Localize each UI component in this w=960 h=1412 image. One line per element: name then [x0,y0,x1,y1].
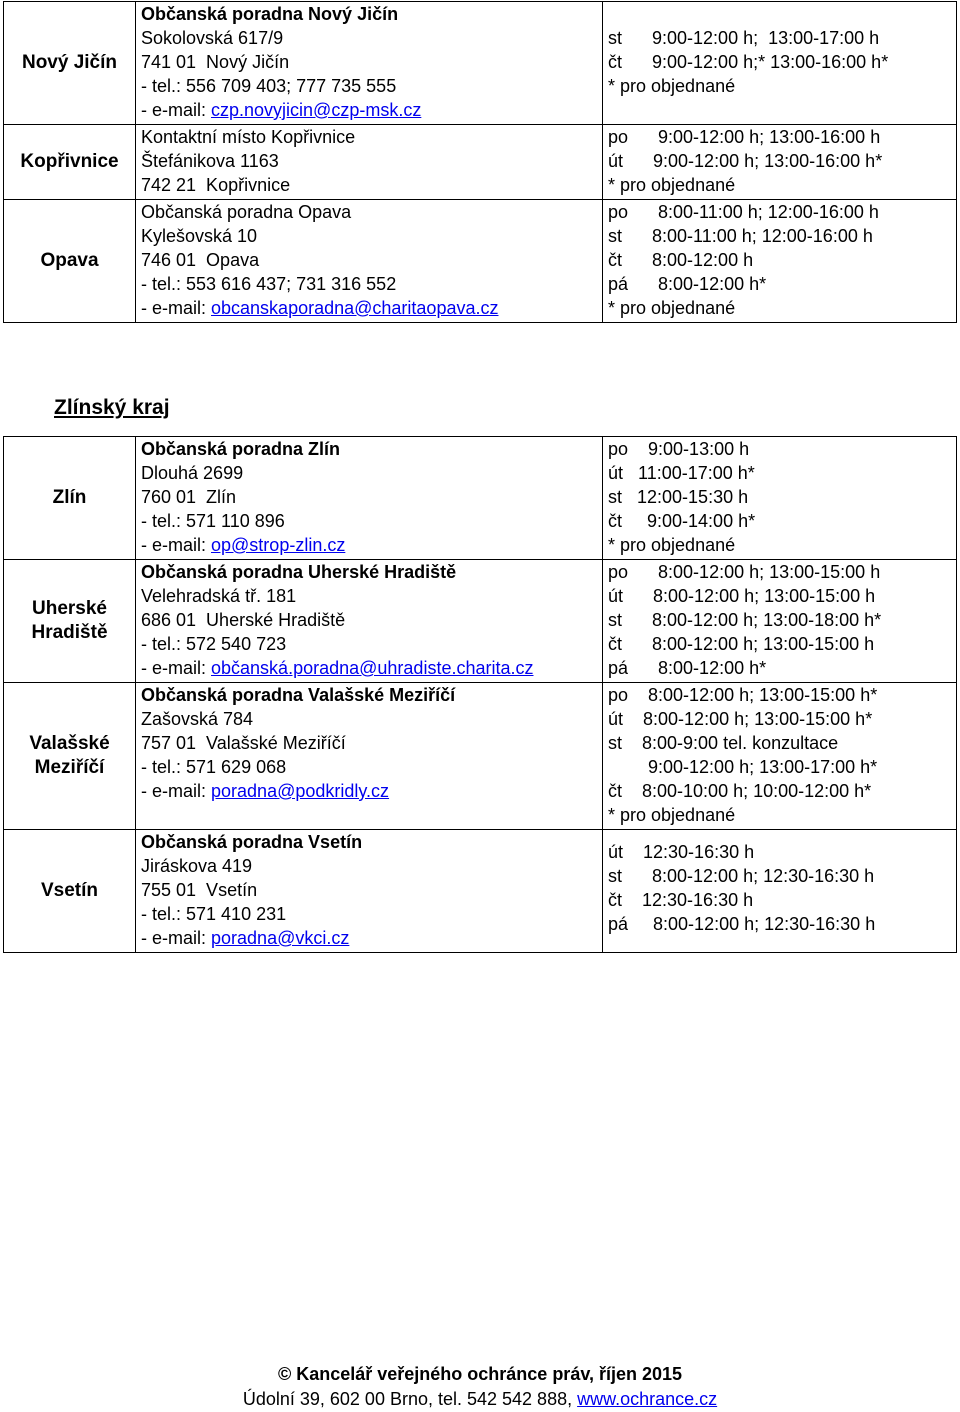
hours-line: st 8:00-11:00 h; 12:00-16:00 h [608,226,873,246]
email-link[interactable]: občanská.poradna@uhradiste.charita.cz [211,658,534,678]
region-heading: Zlínský kraj [54,396,170,419]
hours-line: st 8:00-12:00 h; 12:30-16:30 h [608,866,875,886]
city-cell: Uherské Hradiště [4,560,136,683]
hours-line: po 9:00-12:00 h; 13:00-16:00 h [608,127,881,147]
hours-line: út 8:00-12:00 h; 13:00-15:00 h [608,586,876,606]
office-name: Občanská poradna Zlín [141,439,341,459]
footer-address-text: Údolní 39, 602 00 Brno, tel. 542 542 888, [242,1389,578,1409]
email-link[interactable]: poradna@podkridly.cz [211,781,390,801]
email-link[interactable]: czp.novyjicin@czp-msk.cz [211,100,422,120]
hours-line: st 12:00-15:30 h [608,487,749,507]
table-row [4,125,957,200]
hours-cell [603,2,957,125]
hours-cell [603,437,957,560]
street: Sokolovská 617/9 [141,28,284,48]
city-cell: Zlín [4,437,136,560]
hours-line: st 8:00-12:00 h; 13:00-18:00 h* [608,610,882,630]
zip-city: 760 01 Zlín [141,487,237,507]
address-cell [136,560,603,683]
hours-line: * pro objednané [608,805,736,825]
hours-line: po 8:00-12:00 h; 13:00-15:00 h [608,562,881,582]
hours-line: čt 8:00-12:00 h; 13:00-15:00 h [608,634,875,654]
email-line [141,533,602,557]
email-line [141,656,602,680]
street: Jiráskova 419 [141,856,253,876]
footer-copyright: © Kancelář veřejného ochránce práv, říjen 2015 [277,1364,683,1384]
email-label: - e-mail: [141,535,212,555]
address-cell [136,437,603,560]
email-line [141,779,602,803]
hours-line: * pro objednané [608,76,736,96]
zip-city: 742 21 Kopřivnice [141,175,291,195]
office-name: Občanská poradna Valašské Meziříčí [141,685,456,705]
street: Štefánikova 1163 [141,151,279,171]
hours-line: út 12:30-16:30 h [608,842,755,862]
street: Velehradská tř. 181 [141,586,297,606]
email-label: - e-mail: [141,658,212,678]
hours-line: * pro objednané [608,175,736,195]
hours-line: čt 8:00-12:00 h [608,250,754,270]
city-cell: Vsetín [4,830,136,953]
street: Zašovská 784 [141,709,254,729]
telephone: - tel.: 571 629 068 [141,757,287,777]
city-cell: Opava [4,200,136,323]
telephone: - tel.: 553 616 437; 731 316 552 [141,274,397,294]
email-label: - e-mail: [141,298,212,318]
hours-line: út 8:00-12:00 h; 13:00-15:00 h* [608,709,873,729]
address-cell [136,830,603,953]
email-label: - e-mail: [141,781,212,801]
table-row [4,683,957,830]
city-cell: Nový Jičín [4,2,136,125]
zip-city: 686 01 Uherské Hradiště [141,610,346,630]
address-cell [136,683,603,830]
hours-line: čt 12:30-16:30 h [608,890,754,910]
hours-cell [603,125,957,200]
zip-city: 755 01 Vsetín [141,880,258,900]
hours-line: čt 8:00-10:00 h; 10:00-12:00 h* [608,781,872,801]
office-table-zlin [3,436,957,953]
hours-line: pá 8:00-12:00 h* [608,274,767,294]
hours-cell [603,560,957,683]
table-row [4,437,957,560]
zip-city: 757 01 Valašské Meziříčí [141,733,346,753]
office-name: Kontaktní místo Kopřivnice [141,127,356,147]
table-row [4,200,957,323]
zip-city: 746 01 Opava [141,250,260,270]
email-line [141,296,602,320]
hours-line: st 8:00-9:00 tel. konzultace [608,733,839,753]
email-link[interactable]: op@strop-zlin.cz [211,535,346,555]
email-line [141,98,602,122]
email-label: - e-mail: [141,928,212,948]
table-row [4,2,957,125]
hours-line: pá 8:00-12:00 h* [608,658,767,678]
email-label: - e-mail: [141,100,212,120]
email-link[interactable]: obcanskaporadna@charitaopava.cz [211,298,499,318]
email-link[interactable]: poradna@vkci.cz [211,928,350,948]
office-name: Občanská poradna Opava [141,202,352,222]
office-name: Občanská poradna Vsetín [141,832,363,852]
email-line [141,926,602,950]
hours-line: pá 8:00-12:00 h; 12:30-16:30 h [608,914,876,934]
table-row [4,830,957,953]
hours-line: po 9:00-13:00 h [608,439,750,459]
street: Dlouhá 2699 [141,463,244,483]
city-cell: Valašské Meziříčí [4,683,136,830]
hours-line: út 11:00-17:00 h* [608,463,755,483]
office-name: Občanská poradna Uherské Hradiště [141,562,457,582]
telephone: - tel.: 571 110 896 [141,511,285,531]
hours-line: čt 9:00-12:00 h;* 13:00-16:00 h* [608,52,889,72]
office-name: Občanská poradna Nový Jičín [141,4,399,24]
hours-cell [603,830,957,953]
hours-line: st 9:00-12:00 h; 13:00-17:00 h [608,28,880,48]
address-cell [136,2,603,125]
footer-website-link[interactable]: www.ochrance.cz [577,1389,718,1409]
city-cell: Kopřivnice [4,125,136,200]
hours-line: po 8:00-11:00 h; 12:00-16:00 h [608,202,879,222]
telephone: - tel.: 556 709 403; 777 735 555 [141,76,397,96]
table-row [4,560,957,683]
telephone: - tel.: 571 410 231 [141,904,287,924]
hours-line: po 8:00-12:00 h; 13:00-15:00 h* [608,685,878,705]
hours-line: út 9:00-12:00 h; 13:00-16:00 h* [608,151,883,171]
hours-line: 9:00-12:00 h; 13:00-17:00 h* [608,757,878,777]
telephone: - tel.: 572 540 723 [141,634,287,654]
hours-line: * pro objednané [608,535,736,555]
footer-address [0,1389,960,1410]
office-table-msk [3,1,957,323]
hours-cell [603,683,957,830]
address-cell [136,125,603,200]
address-cell [136,200,603,323]
hours-cell [603,200,957,323]
zip-city: 741 01 Nový Jičín [141,52,290,72]
street: Kylešovská 10 [141,226,258,246]
hours-line: čt 9:00-14:00 h* [608,511,756,531]
hours-line: * pro objednané [608,298,736,318]
